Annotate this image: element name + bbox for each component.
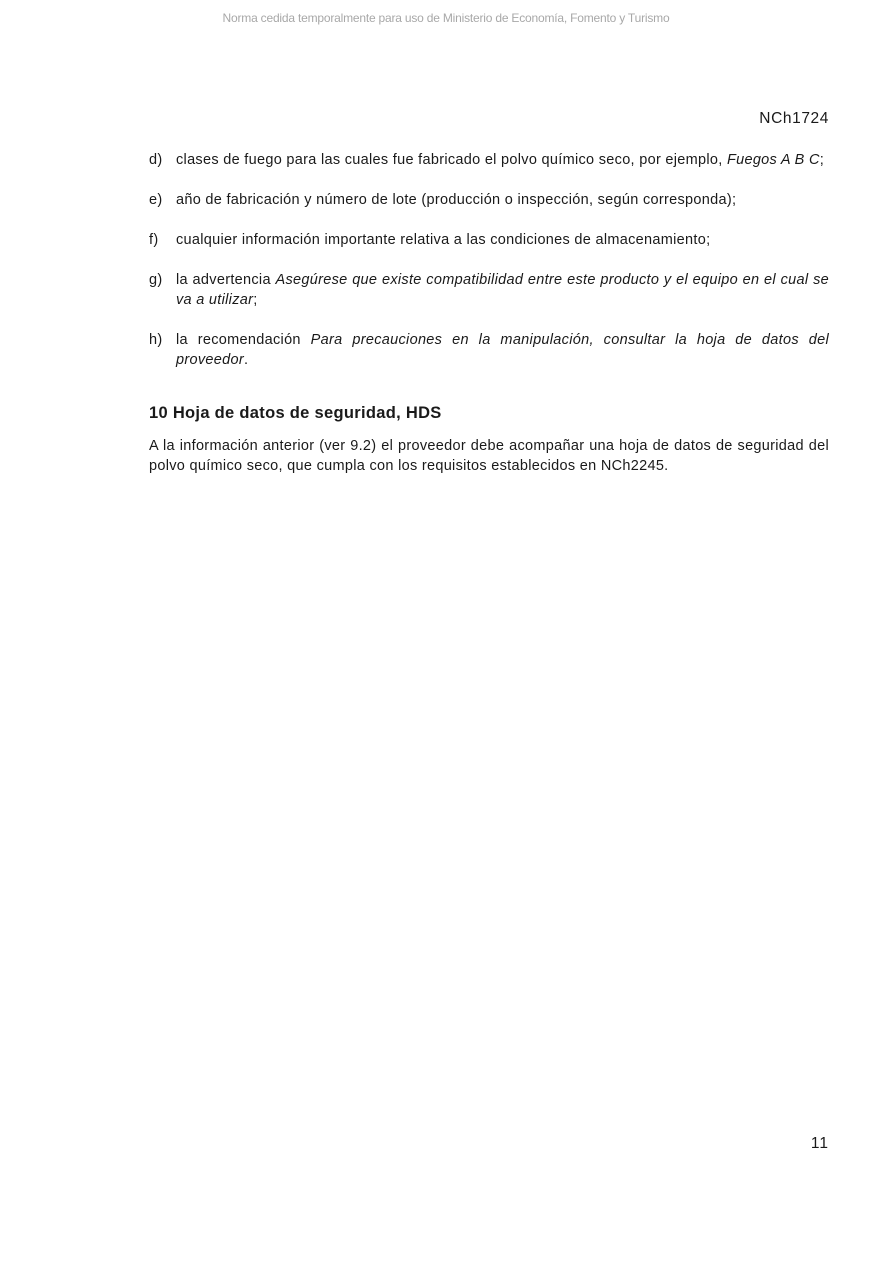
list-item-text: [176, 270, 829, 310]
list-text-suffix: .: [244, 352, 249, 368]
list-text-plain: clases de fuego para las cuales fue fabricado el polvo químico seco, por ejemplo,: [176, 152, 727, 168]
list-item-g: [149, 270, 829, 310]
list-item-text: [176, 190, 829, 210]
list-text-italic: Para precauciones en la manipulación, consultar la hoja de datos del proveedor: [176, 332, 829, 368]
watermark: Norma cedida temporalmente para uso de Ministerio de Economía, Fomento y Turismo: [222, 11, 670, 25]
list-item-e: [149, 190, 829, 210]
list-text-plain: cualquier información importante relativa a las condiciones de almacenamiento;: [176, 232, 711, 248]
list-item-f: [149, 230, 829, 250]
list-item-text: [176, 230, 829, 250]
list-text-italic: Asegúrese que existe compatibilidad entre este producto y el equipo en el cual se va a utilizar: [176, 272, 830, 308]
list-text-plain: la recomendación: [176, 332, 311, 348]
list-marker: h): [149, 332, 163, 348]
list-text-plain: año de fabricación y número de lote (producción o inspección, según corresponda);: [176, 192, 737, 208]
list-marker: f): [149, 232, 159, 248]
list-item-text: [176, 150, 829, 170]
list-item-h: [149, 330, 829, 370]
list-text-suffix: ;: [253, 292, 258, 308]
page-number: 11: [810, 1135, 829, 1152]
document-code: NCh1724: [759, 110, 829, 127]
list-text-plain: la advertencia: [176, 272, 276, 288]
list-text-suffix: ;: [819, 152, 825, 168]
list-marker: g): [149, 272, 163, 288]
list-text-italic: Fuegos A B C: [726, 152, 820, 168]
page-content: [149, 150, 829, 476]
list-marker: d): [149, 152, 163, 168]
section-title: 10 Hoja de datos de seguridad, HDS: [149, 404, 442, 422]
list-item-text: [176, 330, 829, 370]
list-item-d: [149, 150, 829, 170]
section-body: A la información anterior (ver 9.2) el proveedor debe acompañar una hoja de datos de seguridad del polvo químico seco, que cumpla con los requisitos establecidos en NCh2245.: [149, 438, 829, 474]
list-marker: e): [149, 192, 163, 208]
